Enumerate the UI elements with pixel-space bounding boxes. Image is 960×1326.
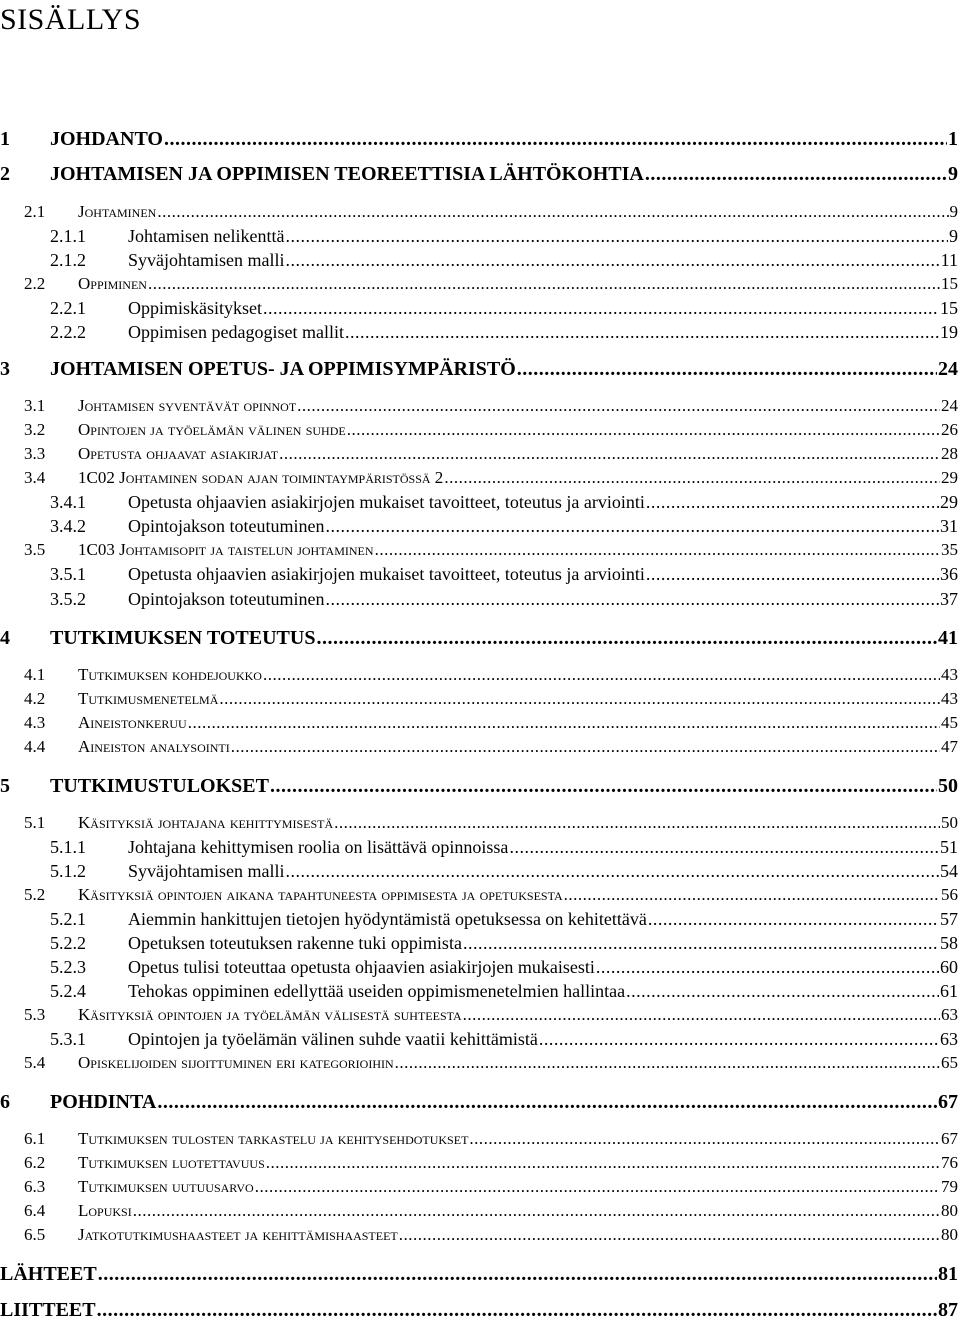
toc-page-number: 26 <box>941 420 958 439</box>
toc-chapter-3[interactable] <box>0 358 960 382</box>
toc-section-3-4[interactable] <box>0 468 960 492</box>
toc-page-number: 43 <box>941 689 958 708</box>
toc-chapter-1[interactable] <box>0 128 960 152</box>
toc-entry-number: 3.2 <box>24 420 46 439</box>
toc-entry-title: Opintojen ja työelämän välinen suhde <box>78 420 346 439</box>
toc-entry-title: Opetusta ohjaavien asiakirjojen mukaiset tavoitteet, toteutus ja arviointi <box>128 492 645 512</box>
toc-entry-title: Käsityksiä opintojen ja työelämän välisestä suhteesta <box>78 1005 462 1024</box>
dot-leader <box>157 202 948 222</box>
toc-page-number: 76 <box>941 1153 958 1172</box>
toc-page-number: 80 <box>941 1225 958 1244</box>
toc-page-number: 79 <box>941 1177 958 1196</box>
dot-leader <box>463 933 939 954</box>
toc-entry-number: 6.1 <box>24 1129 46 1148</box>
toc-page-number: 54 <box>940 861 958 881</box>
toc-entry-number: 2 <box>0 163 10 185</box>
toc-entry-number: 6.5 <box>24 1225 46 1244</box>
toc-entry-title: JOHTAMISEN JA OPPIMISEN TEOREETTISIA LÄHTÖKOHTIA <box>50 163 644 185</box>
dot-leader <box>596 957 939 978</box>
toc-section-6-1[interactable] <box>0 1129 960 1153</box>
toc-entry-title: Aineistonkeruu <box>78 713 187 732</box>
toc-chapter-2[interactable] <box>0 163 960 187</box>
toc-subsection-2-1-2[interactable] <box>0 250 960 274</box>
dot-leader <box>279 444 940 464</box>
toc-entry-number: 5.3 <box>24 1005 46 1024</box>
dot-leader <box>285 226 948 247</box>
toc-subsection-2-2-1[interactable] <box>0 298 960 322</box>
dot-leader <box>297 396 940 416</box>
toc-entry-number: 2.2 <box>24 274 46 293</box>
toc-entry-title: Tutkimuksen kohdejoukko <box>78 665 262 684</box>
toc-page-number: 47 <box>941 737 958 756</box>
toc-entry-title: Tutkimuksen uutuusarvo <box>78 1177 254 1196</box>
toc-subsection-5-3-1[interactable] <box>0 1029 960 1053</box>
toc-subsection-5-1-2[interactable] <box>0 861 960 885</box>
toc-entry-title: Opintojen ja työelämän välinen suhde vaatii kehittämistä <box>128 1029 538 1049</box>
dot-leader <box>270 775 937 798</box>
toc-entry-number: 5.1 <box>24 813 46 832</box>
toc-page-number: 63 <box>940 1029 958 1049</box>
dot-leader <box>395 1053 940 1073</box>
toc-subsection-5-2-4[interactable] <box>0 981 960 1005</box>
toc-entry-title: Oppimisen pedagogiset mallit <box>128 322 344 342</box>
dot-leader <box>645 163 947 186</box>
toc-page-number: 11 <box>940 250 958 270</box>
dot-leader <box>399 1225 940 1245</box>
dot-leader <box>97 1299 937 1322</box>
toc-entry-title: Opetus tulisi toteuttaa opetusta ohjaavien asiakirjojen mukaisesti <box>128 957 595 977</box>
dot-leader <box>133 1201 940 1221</box>
toc-page-number: 51 <box>940 837 958 857</box>
toc-entry-number: 3.5.1 <box>50 564 86 584</box>
toc-subsection-5-2-2[interactable] <box>0 933 960 957</box>
toc-entry-number: 5 <box>0 775 10 797</box>
dot-leader <box>517 358 937 381</box>
toc-page-number: 65 <box>941 1053 958 1072</box>
toc-page-number: 87 <box>938 1299 958 1321</box>
dot-leader <box>539 1029 939 1050</box>
toc-subsection-3-5-1[interactable] <box>0 564 960 588</box>
toc-entry-title: Johtamisen syventävät opinnot <box>78 396 297 415</box>
toc-entry-number: 5.2.3 <box>50 957 86 977</box>
toc-entry-number: 5.1.1 <box>50 837 86 857</box>
toc-page-number: 50 <box>938 775 958 797</box>
toc-chapter-5[interactable] <box>0 775 960 799</box>
toc-entry-title: Opintojakson toteutuminen <box>128 516 325 536</box>
toc-page-number: 37 <box>940 589 958 609</box>
toc-entry-title: Opintojakson toteutuminen <box>128 589 325 609</box>
dot-leader <box>444 468 940 488</box>
toc-page-number: 81 <box>938 1263 958 1285</box>
dot-leader <box>263 665 940 685</box>
toc-page-number: 61 <box>940 981 958 1001</box>
toc-chapter-liitteet[interactable] <box>0 1299 960 1323</box>
toc-section-4-3[interactable] <box>0 713 960 737</box>
toc-page-number: 36 <box>940 564 958 584</box>
toc-entry-number: 2.1 <box>24 202 46 221</box>
toc-page-number: 15 <box>941 274 958 293</box>
dot-leader <box>285 861 939 882</box>
toc-entry-number: 3.4 <box>24 468 46 487</box>
toc-entry-title: Aiemmin hankittujen tietojen hyödyntämistä opetuksessa on kehitettävä <box>128 909 647 929</box>
toc-entry-title: 1C02 Johtaminen sodan ajan toimintaympäristössä 2 <box>78 468 444 487</box>
toc-entry-title: POHDINTA <box>50 1091 157 1113</box>
toc-page-number: 9 <box>949 226 958 246</box>
toc-entry-title: 1C03 Johtamisopit ja taistelun johtaminen <box>78 540 374 559</box>
toc-entry-number: 5.2.1 <box>50 909 86 929</box>
toc-entry-title: Käsityksiä johtajana kehittymisestä <box>78 813 334 832</box>
toc-entry-number: 3.4.1 <box>50 492 86 512</box>
toc-entry-title: Tutkimusmenetelmä <box>78 689 219 708</box>
toc-entry-number: 2.1.2 <box>50 250 86 270</box>
toc-subsection-2-1-1[interactable] <box>0 226 960 250</box>
dot-leader <box>564 885 940 905</box>
toc-entry-number: 1 <box>0 128 10 150</box>
toc-subsection-3-5-2[interactable] <box>0 589 960 613</box>
dot-leader <box>255 1177 940 1197</box>
toc-section-6-5[interactable] <box>0 1225 960 1249</box>
toc-section-3-3[interactable] <box>0 444 960 468</box>
toc-entry-number: 3.1 <box>24 396 46 415</box>
dot-leader <box>509 837 939 858</box>
toc-section-2-1[interactable] <box>0 202 960 226</box>
toc-entry-title: Oppimiskäsitykset <box>128 298 262 318</box>
toc-entry-number: 5.3.1 <box>50 1029 86 1049</box>
toc-page-number: 63 <box>941 1005 958 1024</box>
toc-entry-number: 4.2 <box>24 689 46 708</box>
toc-page-number: 67 <box>941 1129 958 1148</box>
toc-entry-number: 2.2.1 <box>50 298 86 318</box>
toc-page-number: 67 <box>938 1091 958 1113</box>
toc-page-number: 80 <box>941 1201 958 1220</box>
toc-entry-title: Tutkimuksen luotettavuus <box>78 1153 265 1172</box>
toc-entry-number: 4.1 <box>24 665 46 684</box>
toc-entry-title: Opetusta ohjaavien asiakirjojen mukaiset tavoitteet, toteutus ja arviointi <box>128 564 645 584</box>
toc-entry-number: 6.2 <box>24 1153 46 1172</box>
toc-entry-number: 6 <box>0 1091 10 1113</box>
toc-page-number: 45 <box>941 713 958 732</box>
toc-page-number: 50 <box>941 813 958 832</box>
toc-section-6-3[interactable] <box>0 1177 960 1201</box>
dot-leader <box>316 627 937 650</box>
dot-leader <box>646 564 939 585</box>
toc-section-2-2[interactable] <box>0 274 960 298</box>
dot-leader <box>347 420 940 440</box>
toc-entry-title: JOHTAMISEN OPETUS- JA OPPIMISYMPÄRISTÖ <box>50 358 516 380</box>
dot-leader <box>219 689 940 709</box>
toc-section-4-1[interactable] <box>0 665 960 689</box>
toc-entry-number: 2.2.2 <box>50 322 86 342</box>
toc-entry-number: 5.4 <box>24 1053 46 1072</box>
toc-entry-title: Aineiston analysointi <box>78 737 230 756</box>
toc-entry-title: Opetusta ohjaavat asiakirjat <box>78 444 279 463</box>
dot-leader <box>325 589 939 610</box>
toc-entry-title: Johtajana kehittymisen roolia on lisättävä opinnoissa <box>128 837 509 857</box>
toc-page-number: 35 <box>941 540 958 559</box>
dot-leader <box>626 981 939 1002</box>
dot-leader <box>463 1005 940 1025</box>
dot-leader <box>469 1129 940 1149</box>
dot-leader <box>148 274 940 294</box>
toc-page-number: 28 <box>941 444 958 463</box>
toc-page-number: 29 <box>941 468 958 487</box>
toc-entry-title: Tutkimuksen tulosten tarkastelu ja kehitysehdotukset <box>78 1129 469 1148</box>
toc-section-5-1[interactable] <box>0 813 960 837</box>
toc-entry-title: Syväjohtamisen malli <box>128 861 285 881</box>
dot-leader <box>157 1091 937 1114</box>
toc-page-number: 41 <box>938 627 958 649</box>
toc-entry-number: 2.1.1 <box>50 226 86 246</box>
dot-leader <box>266 1153 940 1173</box>
toc-entry-title: Johtamisen nelikenttä <box>128 226 285 246</box>
dot-leader <box>285 250 939 271</box>
dot-leader <box>345 322 939 343</box>
toc-section-4-2[interactable] <box>0 689 960 713</box>
page-title: SISÄLLYS <box>0 3 142 36</box>
toc-subsection-5-1-1[interactable] <box>0 837 960 861</box>
dot-leader <box>646 492 939 513</box>
toc-entry-title: Käsityksiä opintojen aikana tapahtuneesta oppimisesta ja opetuksesta <box>78 885 563 904</box>
toc-section-5-4[interactable] <box>0 1053 960 1077</box>
toc-page-number: 29 <box>940 492 958 512</box>
toc-subsection-5-2-3[interactable] <box>0 957 960 981</box>
toc-entry-title: Oppiminen <box>78 274 147 293</box>
toc-entry-title: Tehokas oppiminen edellyttää useiden oppimismenetelmien hallintaa <box>128 981 626 1001</box>
toc-entry-number: 3.4.2 <box>50 516 86 536</box>
toc-entry-title: Opiskelijoiden sijoittuminen eri kategorioihin <box>78 1053 394 1072</box>
toc-page-number: 24 <box>938 358 958 380</box>
toc-page-number: 24 <box>941 396 958 415</box>
dot-leader <box>334 813 940 833</box>
toc-section-4-4[interactable] <box>0 737 960 761</box>
toc-chapter-4[interactable] <box>0 627 960 651</box>
toc-page-number: 1 <box>948 128 958 150</box>
toc-entry-number: 5.2.2 <box>50 933 86 953</box>
toc-entry-title: TUTKIMUSTULOKSET <box>50 775 269 797</box>
toc-entry-number: 6.4 <box>24 1201 46 1220</box>
toc-entry-title: Johtaminen <box>78 202 157 221</box>
toc-entry-title: JOHDANTO <box>50 128 163 150</box>
dot-leader <box>164 128 947 151</box>
toc-page-number: 57 <box>940 909 958 929</box>
toc-page-number: 19 <box>940 322 958 342</box>
toc-chapter-6[interactable] <box>0 1091 960 1115</box>
toc-entry-number: 3 <box>0 358 10 380</box>
toc-entry-number: 3.5 <box>24 540 46 559</box>
dot-leader <box>231 737 940 757</box>
toc-entry-number: 5.2.4 <box>50 981 86 1001</box>
toc-page-number: 58 <box>940 933 958 953</box>
toc-section-3-5[interactable] <box>0 540 960 564</box>
toc-entry-number: 4.3 <box>24 713 46 732</box>
toc-entry-title: Lopuksi <box>78 1201 132 1220</box>
dot-leader <box>98 1263 937 1286</box>
toc-entry-number: 6.3 <box>24 1177 46 1196</box>
toc-entry-title: Jatkotutkimushaasteet ja kehittämishaasteet <box>78 1225 398 1244</box>
dot-leader <box>188 713 940 733</box>
toc-section-6-2[interactable] <box>0 1153 960 1177</box>
toc-entry-number: 3.5.2 <box>50 589 86 609</box>
toc-subsection-5-2-1[interactable] <box>0 909 960 933</box>
toc-entry-title: Opetuksen toteutuksen rakenne tuki oppimista <box>128 933 462 953</box>
toc-entry-title: LÄHTEET <box>0 1263 97 1285</box>
toc-section-3-1[interactable] <box>0 396 960 420</box>
toc-section-5-2[interactable] <box>0 885 960 909</box>
toc-entry-number: 3.3 <box>24 444 46 463</box>
toc-entry-title: Syväjohtamisen malli <box>128 250 285 270</box>
toc-entry-number: 5.1.2 <box>50 861 86 881</box>
toc-page-number: 43 <box>941 665 958 684</box>
toc-page-number: 56 <box>941 885 958 904</box>
dot-leader <box>263 298 939 319</box>
toc-section-5-3[interactable] <box>0 1005 960 1029</box>
toc-chapter-lähteet[interactable] <box>0 1263 960 1287</box>
toc-page-number: 9 <box>949 202 958 221</box>
toc-entry-number: 5.2 <box>24 885 46 904</box>
toc-page-number: 9 <box>948 163 958 185</box>
toc-subsection-3-4-1[interactable] <box>0 492 960 516</box>
toc-entry-number: 4.4 <box>24 737 46 756</box>
toc-entry-title: LIITTEET <box>0 1299 96 1321</box>
toc-section-6-4[interactable] <box>0 1201 960 1225</box>
toc-entry-title: TUTKIMUKSEN TOTEUTUS <box>50 627 316 649</box>
toc-subsection-2-2-2[interactable] <box>0 322 960 346</box>
toc-subsection-3-4-2[interactable] <box>0 516 960 540</box>
toc-page-number: 60 <box>940 957 958 977</box>
toc-section-3-2[interactable] <box>0 420 960 444</box>
dot-leader <box>375 540 940 560</box>
dot-leader <box>648 909 939 930</box>
toc-page-number: 31 <box>940 516 958 536</box>
toc-entry-number: 4 <box>0 627 10 649</box>
dot-leader <box>325 516 939 537</box>
toc-page-number: 15 <box>940 298 958 318</box>
